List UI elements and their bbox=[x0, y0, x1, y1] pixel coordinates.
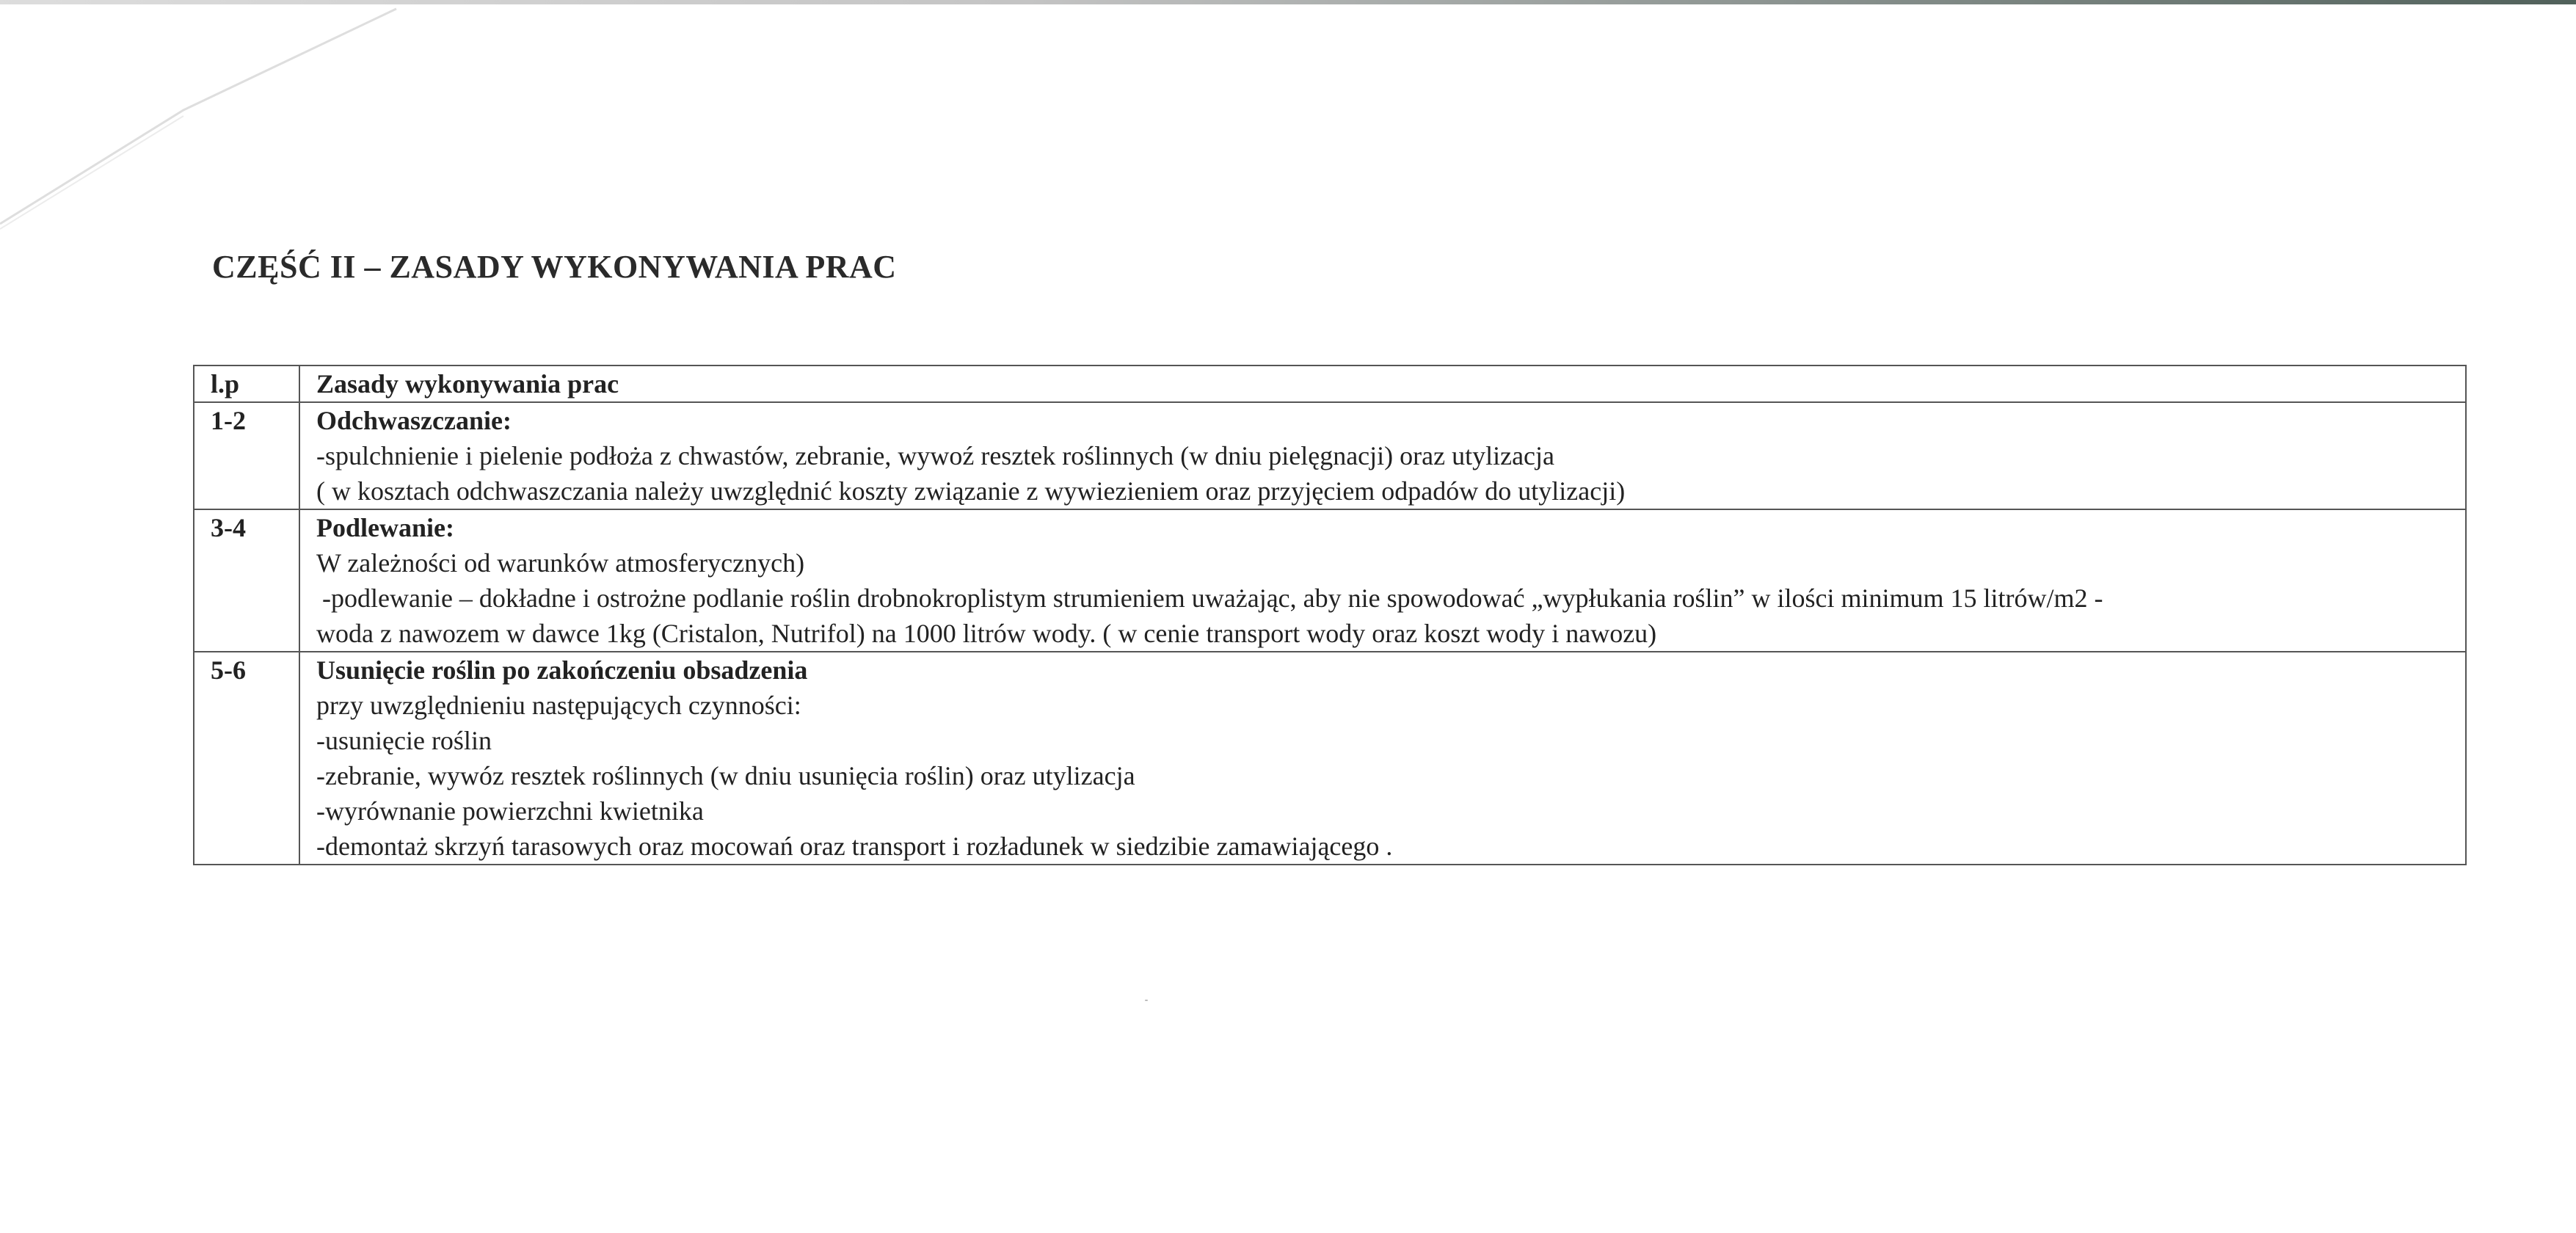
scan-speck bbox=[1145, 1000, 1148, 1001]
row-title: Usunięcie roślin po zakończeniu obsadzenia bbox=[316, 655, 808, 685]
scan-artifact-line bbox=[0, 0, 411, 242]
row-lp: 1-2 bbox=[194, 402, 299, 509]
table-row bbox=[194, 402, 2466, 509]
row-line: -spulchnienie i pielenie podłoża z chwastów, zebranie, wywoź resztek roślinnych (w dniu pielęgnacji) oraz utylizacja bbox=[316, 441, 1555, 470]
table-row bbox=[194, 509, 2466, 652]
row-line: przy uwzględnieniu następujących czynności: bbox=[316, 691, 801, 720]
row-line: -demontaż skrzyń tarasowych oraz mocowań oraz transport i rozładunek w siedzibie zamawiającego . bbox=[316, 832, 1393, 861]
section-heading: CZĘŚĆ II – ZASADY WYKONYWANIA PRAC bbox=[212, 249, 897, 285]
row-line: -usunięcie roślin bbox=[316, 726, 492, 755]
header-description: Zasady wykonywania prac bbox=[299, 365, 2466, 402]
row-title: Podlewanie: bbox=[316, 513, 454, 542]
row-line: -podlewanie – dokładne i ostrożne podlanie roślin drobnokroplistym strumieniem uważając, aby nie spowodować „wypłukania roślin” w ilości minimum 15 litrów/m2 - bbox=[322, 583, 2103, 613]
work-rules-table bbox=[193, 365, 2467, 865]
row-line: ( w kosztach odchwaszczania należy uwzględnić koszty związanie z wywiezieniem oraz przyjęciem odpadów do utylizacji) bbox=[316, 476, 1626, 506]
table-row bbox=[194, 652, 2466, 865]
header-lp: l.p bbox=[194, 365, 299, 402]
row-content bbox=[299, 509, 2466, 652]
row-title: Odchwaszczanie: bbox=[316, 406, 512, 435]
row-line: -zebranie, wywóz resztek roślinnych (w dniu usunięcia roślin) oraz utylizacja bbox=[316, 761, 1135, 790]
row-line: W zależności od warunków atmosferycznych) bbox=[316, 548, 805, 578]
row-content bbox=[299, 652, 2466, 865]
row-line: woda z nawozem w dawce 1kg (Cristalon, Nutrifol) na 1000 litrów wody. ( w cenie transport wody oraz koszt wody i nawozu) bbox=[316, 619, 1657, 648]
scan-edge bbox=[0, 0, 2576, 4]
row-line: -wyrównanie powierzchni kwietnika bbox=[316, 796, 704, 826]
row-lp: 5-6 bbox=[194, 652, 299, 865]
row-content bbox=[299, 402, 2466, 509]
row-lp: 3-4 bbox=[194, 509, 299, 652]
table-header-row bbox=[194, 365, 2466, 402]
